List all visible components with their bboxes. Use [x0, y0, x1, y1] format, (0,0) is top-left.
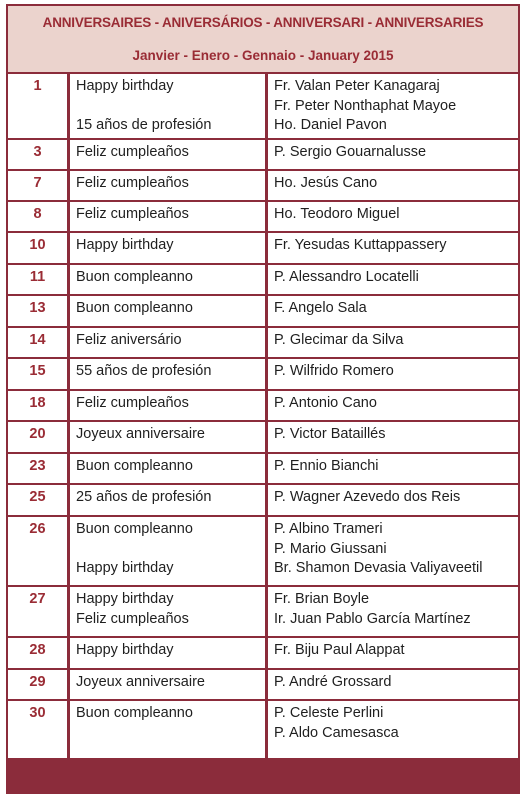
occasion-text: Happy birthday: [76, 237, 174, 253]
table-row: [8, 296, 518, 326]
occasion-text: Feliz cumpleaños: [76, 144, 189, 160]
day-cell: [8, 517, 67, 585]
day-number: 30: [29, 705, 46, 721]
table-row: [8, 74, 518, 138]
day-cell: [8, 485, 67, 515]
name-cell: [268, 670, 518, 699]
name-cell: [268, 517, 518, 585]
occasion-cell: [70, 701, 265, 758]
occasion-text: 55 años de profesión: [76, 363, 212, 379]
day-number: 13: [29, 300, 46, 316]
person-name: Ir. Juan Pablo García Martínez: [274, 610, 471, 627]
name-cell: [268, 202, 518, 231]
day-number: 7: [33, 175, 42, 191]
person-name: P. Aldo Camesasca: [274, 724, 399, 741]
occasion-cell: [70, 233, 265, 263]
table-row: [8, 670, 518, 699]
name-cell: [268, 74, 518, 138]
occasion-cell: [70, 328, 265, 357]
name-cell: [268, 171, 518, 200]
day-number: 29: [29, 674, 46, 690]
table-row: [8, 140, 518, 169]
occasion-cell: [70, 202, 265, 231]
person-name: P. Wilfrido Romero: [274, 363, 394, 379]
name-cell: [268, 233, 518, 263]
person-name: P. Sergio Gouarnalusse: [274, 144, 427, 160]
table-footer: [8, 760, 518, 792]
day-number: 20: [29, 426, 46, 442]
occasion-text: 25 años de profesión: [76, 489, 212, 505]
occasion-text: Happy birthday: [76, 591, 174, 607]
occasion-text: Feliz cumpleaños: [76, 175, 189, 191]
name-cell: [268, 454, 518, 483]
occasion-text: Joyeux anniversaire: [76, 426, 205, 442]
day-cell: [8, 454, 67, 483]
day-number: 1: [33, 78, 42, 94]
day-number: 10: [29, 237, 46, 253]
name-cell: [268, 359, 518, 389]
day-cell: [8, 296, 67, 326]
occasion-text: Happy birthday: [76, 560, 174, 576]
occasion-text: Joyeux anniversaire: [76, 674, 205, 690]
person-name: Fr. Brian Boyle: [274, 591, 370, 607]
table-row: [8, 638, 518, 668]
table-row: [8, 517, 518, 585]
name-cell: [268, 296, 518, 326]
occasion-text: Buon compleanno: [76, 521, 193, 537]
person-name: Fr. Peter Nonthaphat Mayoe: [274, 97, 457, 114]
table-row: [8, 171, 518, 200]
table-row: [8, 359, 518, 389]
person-name: P. Ennio Bianchi: [274, 458, 379, 474]
person-name: P. Celeste Perlini: [274, 705, 384, 721]
table-row: [8, 485, 518, 515]
day-number: 23: [29, 458, 46, 474]
person-name: Ho. Daniel Pavon: [274, 117, 387, 133]
table-row: [8, 454, 518, 483]
occasion-text: Buon compleanno: [76, 269, 193, 285]
table-row: [8, 202, 518, 231]
occasion-cell: [70, 391, 265, 420]
person-name: Fr. Biju Paul Alappat: [274, 642, 405, 658]
day-number: 26: [29, 521, 46, 537]
day-number: 27: [29, 591, 46, 607]
table-header: [8, 6, 518, 72]
occasion-cell: [70, 140, 265, 169]
day-number: 8: [33, 206, 42, 222]
day-cell: [8, 233, 67, 263]
day-cell: [8, 701, 67, 758]
person-name: Fr. Yesudas Kuttappassery: [274, 237, 447, 253]
name-cell: [268, 638, 518, 668]
person-name: P. Alessandro Locatelli: [274, 269, 419, 285]
person-name: Ho. Teodoro Miguel: [274, 206, 400, 222]
day-number: 3: [33, 144, 42, 160]
occasion-cell: [70, 485, 265, 515]
occasion-text: Buon compleanno: [76, 705, 193, 721]
day-number: 14: [29, 332, 46, 348]
name-cell: [268, 391, 518, 420]
day-cell: [8, 422, 67, 452]
person-name: P. Albino Trameri: [274, 521, 383, 537]
occasion-cell: [70, 517, 265, 585]
person-name: P. Victor Bataillés: [274, 426, 386, 442]
person-name: P. Glecimar da Silva: [274, 332, 404, 348]
occasion-cell: [70, 74, 265, 138]
day-number: 28: [29, 642, 46, 658]
occasion-cell: [70, 638, 265, 668]
person-name: P. Antonio Cano: [274, 395, 377, 411]
day-cell: [8, 587, 67, 636]
occasion-text: Feliz cumpleaños: [76, 610, 189, 627]
person-name: P. Wagner Azevedo dos Reis: [274, 489, 461, 505]
occasion-text: 15 años de profesión: [76, 117, 212, 133]
day-cell: [8, 265, 67, 294]
table-row: [8, 328, 518, 357]
occasion-cell: [70, 265, 265, 294]
occasion-text: Feliz cumpleaños: [76, 206, 189, 222]
day-number: 25: [29, 489, 46, 505]
person-name: F. Angelo Sala: [274, 300, 367, 316]
day-cell: [8, 359, 67, 389]
occasion-text: Happy birthday: [76, 642, 174, 658]
person-name: P. Mario Giussani: [274, 540, 387, 557]
occasion-cell: [70, 422, 265, 452]
table-row: [8, 701, 518, 758]
person-name: Ho. Jesús Cano: [274, 175, 378, 191]
day-cell: [8, 670, 67, 699]
occasion-cell: [70, 454, 265, 483]
occasion-text: Feliz cumpleaños: [76, 395, 189, 411]
name-cell: [268, 265, 518, 294]
day-number: 18: [29, 395, 46, 411]
name-cell: [268, 422, 518, 452]
table-row: [8, 233, 518, 263]
table-row: [8, 587, 518, 636]
day-cell: [8, 391, 67, 420]
occasion-text: Feliz aniversário: [76, 332, 182, 348]
day-cell: [8, 202, 67, 231]
day-cell: [8, 328, 67, 357]
table-row: [8, 422, 518, 452]
day-cell: [8, 74, 67, 138]
name-cell: [268, 587, 518, 636]
anniversaries-table: [6, 4, 520, 794]
name-cell: [268, 328, 518, 357]
occasion-cell: [70, 670, 265, 699]
day-cell: [8, 171, 67, 200]
person-name: Br. Shamon Devasia Valiyaveetil: [274, 560, 483, 576]
name-cell: [268, 485, 518, 515]
occasion-text: Happy birthday: [76, 78, 174, 94]
person-name: P. André Grossard: [274, 674, 392, 690]
page-subtitle: Janvier - Enero - Gennaio - January 2015: [132, 48, 394, 63]
day-cell: [8, 638, 67, 668]
table-row: [8, 391, 518, 420]
name-cell: [268, 140, 518, 169]
occasion-cell: [70, 171, 265, 200]
occasion-text: Buon compleanno: [76, 300, 193, 316]
name-cell: [268, 701, 518, 758]
day-number: 11: [29, 269, 46, 285]
occasion-cell: [70, 296, 265, 326]
person-name: Fr. Valan Peter Kanagaraj: [274, 78, 440, 94]
page-title: ANNIVERSAIRES - ANIVERSÁRIOS - ANNIVERSARI - ANNIVERSARIES: [42, 15, 484, 30]
occasion-cell: [70, 587, 265, 636]
occasion-cell: [70, 359, 265, 389]
day-cell: [8, 140, 67, 169]
day-number: 15: [29, 363, 46, 379]
table-row: [8, 265, 518, 294]
occasion-text: Buon compleanno: [76, 458, 193, 474]
